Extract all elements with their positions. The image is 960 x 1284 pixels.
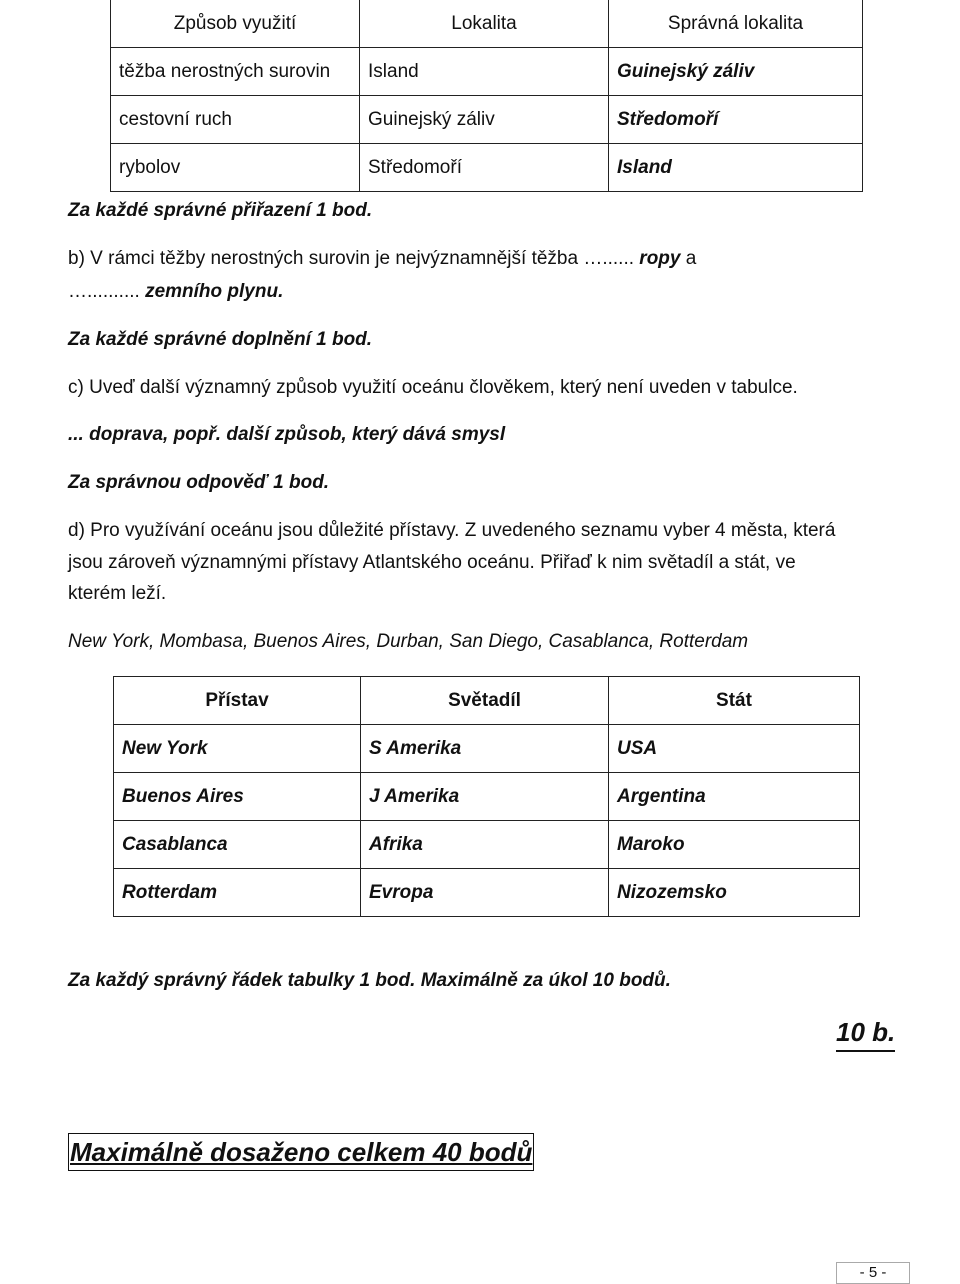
page-number: - 5 - bbox=[836, 1262, 910, 1284]
header-cell: Přístav bbox=[114, 677, 361, 725]
question-b-line1 bbox=[68, 248, 696, 270]
ports-table bbox=[113, 676, 860, 917]
question-d-line3: kterém leží. bbox=[68, 583, 167, 604]
blank-dots: ….......... bbox=[68, 281, 140, 302]
header-cell: Světadíl bbox=[361, 677, 609, 725]
usage-location-table bbox=[110, 0, 863, 192]
answer-cell: Středomoří bbox=[609, 96, 863, 144]
table-cell: Rotterdam bbox=[114, 869, 361, 917]
table-cell: New York bbox=[114, 725, 361, 773]
table-cell: J Amerika bbox=[361, 773, 609, 821]
table-row bbox=[111, 96, 863, 144]
table-row bbox=[114, 725, 860, 773]
scoring-note-b: Za každé správné doplnění 1 bod. bbox=[68, 329, 373, 350]
table-cell: USA bbox=[609, 725, 860, 773]
table-row bbox=[114, 869, 860, 917]
header-cell: Správná lokalita bbox=[609, 0, 863, 48]
answer-cell: Island bbox=[609, 144, 863, 192]
city-list: New York, Mombasa, Buenos Aires, Durban, San Diego, Casablanca, Rotterdam bbox=[68, 631, 749, 652]
answer-cell: Guinejský záliv bbox=[609, 48, 863, 96]
table-cell: cestovní ruch bbox=[111, 96, 360, 144]
scoring-note-d: Za každý správný řádek tabulky 1 bod. Maximálně za úkol 10 bodů. bbox=[68, 970, 671, 991]
table-cell: Argentina bbox=[609, 773, 860, 821]
table-header-row bbox=[111, 0, 863, 48]
question-d-line1: d) Pro využívání oceánu jsou důležité přístavy. Z uvedeného seznamu vyber 4 města, která bbox=[68, 520, 836, 541]
table-cell: Nizozemsko bbox=[609, 869, 860, 917]
table-row bbox=[114, 773, 860, 821]
header-cell: Lokalita bbox=[360, 0, 609, 48]
section-score: 10 b. bbox=[836, 1014, 895, 1052]
table-cell: Středomoří bbox=[360, 144, 609, 192]
answer-oil: ropy bbox=[634, 248, 681, 269]
table-row bbox=[111, 144, 863, 192]
answer-c: ... doprava, popř. další způsob, který dává smysl bbox=[68, 424, 506, 445]
total-score: Maximálně dosaženo celkem 40 bodů bbox=[68, 1133, 534, 1171]
table-header-row bbox=[114, 677, 860, 725]
table-row bbox=[114, 821, 860, 869]
table-cell: těžba nerostných surovin bbox=[111, 48, 360, 96]
answer-gas: zemního plynu. bbox=[139, 281, 284, 302]
table-row bbox=[111, 48, 863, 96]
header-cell: Stát bbox=[609, 677, 860, 725]
question-b-line2 bbox=[68, 281, 283, 303]
question-d-line2: jsou zároveň významnými přístavy Atlantského oceánu. Přiřaď k nim světadíl a stát, ve bbox=[68, 552, 796, 573]
table-cell: Casablanca bbox=[114, 821, 361, 869]
question-b-text: b) V rámci těžby nerostných surovin je nejvýznamnější těžba …...... bbox=[68, 248, 635, 269]
table-cell: Buenos Aires bbox=[114, 773, 361, 821]
table-cell: Guinejský záliv bbox=[360, 96, 609, 144]
table-cell: Maroko bbox=[609, 821, 860, 869]
table-cell: Island bbox=[360, 48, 609, 96]
table-cell: S Amerika bbox=[361, 725, 609, 773]
question-c: c) Uveď další významný způsob využití oceánu člověkem, který není uveden v tabulce. bbox=[68, 377, 798, 398]
table-cell: Afrika bbox=[361, 821, 609, 869]
scoring-note-c: Za správnou odpověď 1 bod. bbox=[68, 472, 330, 493]
header-cell: Způsob využití bbox=[111, 0, 360, 48]
question-b-connector: a bbox=[680, 248, 697, 269]
table-cell: rybolov bbox=[111, 144, 360, 192]
table-cell: Evropa bbox=[361, 869, 609, 917]
scoring-note-a: Za každé správné přiřazení 1 bod. bbox=[68, 200, 373, 221]
